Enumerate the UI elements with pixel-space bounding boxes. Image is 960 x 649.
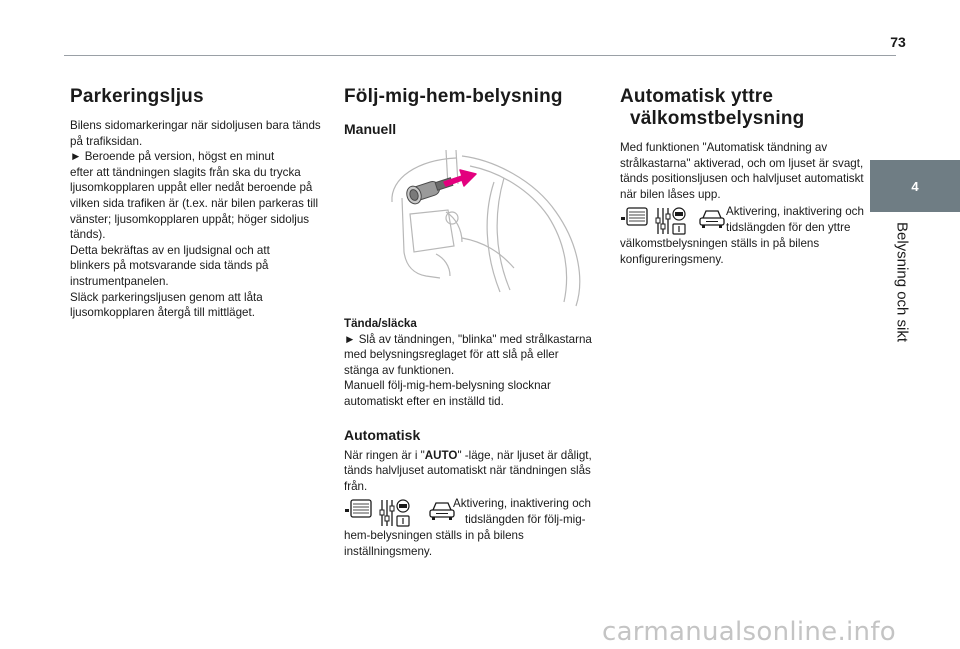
text-line: blinkers på motsvarande sida tänds på: [70, 259, 269, 273]
car-icon: [428, 500, 456, 522]
text-line: automatiskt efter en inställd tid.: [344, 394, 504, 408]
settings-sliders-icon: [378, 498, 412, 528]
steering-wheel-stalk-illustration: [344, 142, 608, 310]
car-icon: [698, 208, 726, 230]
chapter-title: Belysning och sikt: [893, 222, 911, 343]
text-line: strålkastarna" aktiverad, och om ljuset är svagt,: [620, 156, 864, 170]
text-fragment: När ringen är i ": [344, 448, 425, 462]
subheading-manual: Manuell: [344, 121, 397, 137]
text-line: Släck parkeringsljusen genom att låta: [70, 290, 263, 304]
column-parking-lights: [70, 86, 332, 321]
column-welcome-lighting: [620, 86, 870, 268]
text-line: från.: [344, 479, 368, 493]
text-line: [344, 448, 608, 464]
text-line: vänster; ljusomkopplaren uppåt; höger sidoljus: [70, 212, 310, 226]
watermark: carmanualsonline.info: [601, 617, 896, 647]
text-fragment: " -läge, när ljuset är dåligt,: [457, 448, 592, 462]
title-line: välkomstbelysning: [630, 108, 805, 129]
text-line: konfigureringsmeny.: [620, 252, 724, 266]
text-line: hem-belysningen ställs in på bilens: [344, 529, 524, 543]
subheading-automatic: Automatisk: [344, 426, 421, 443]
text-line: Detta bekräftas av en ljudsignal och att: [70, 243, 270, 257]
text-line: Bilens sidomarkeringar när sidoljusen bara tänds: [70, 119, 321, 132]
text-line: instrumentpanelen.: [70, 274, 169, 288]
text-line: Med funktionen "Automatisk tändning av: [620, 141, 828, 154]
text-line: välkomstbelysningen ställs in på bilens: [620, 237, 820, 251]
text-line: Manuell följ-mig-hem-belysning slocknar: [344, 379, 551, 393]
title-line: Automatisk yttre: [620, 86, 774, 107]
text-line: ljusomkopplaren uppåt eller nedåt beroende på: [70, 181, 313, 195]
text-line: tänds positionsljusen och halvljuset automatiskt: [620, 172, 864, 186]
text-line: vilken sida trafiken är (t.ex. när bilen parkeras till: [70, 196, 319, 210]
text-line: tänds halvljuset automatiskt när tändningen slås: [344, 464, 591, 478]
text-line: tänds).: [70, 228, 106, 242]
display-screen-icon: [344, 498, 374, 520]
section-title-follow-me-home: Följ-mig-hem-belysning: [344, 86, 563, 107]
section-title-parking-lights: Parkeringsljus: [70, 86, 204, 107]
text-line: Aktivering, inaktivering och: [453, 497, 591, 511]
settings-sliders-icon: [654, 206, 688, 236]
settings-icon-row: [344, 496, 608, 528]
top-rule: [64, 55, 896, 56]
chapter-tab: [870, 160, 960, 212]
parking-lights-text: [70, 118, 332, 321]
settings-icon-row: [620, 204, 870, 236]
text-line: ► Beroende på version, högst en minut: [70, 150, 275, 164]
column-follow-me-home: [344, 86, 608, 560]
text-line: Aktivering, inaktivering och: [726, 205, 864, 219]
text-line: med belysningsreglaget för att slå på eller: [344, 348, 559, 362]
page-number: 73: [890, 34, 906, 50]
section-title-welcome-lighting: [620, 86, 870, 130]
text-line: tidslängden för den yttre: [726, 220, 851, 234]
text-line: på trafiksidan.: [70, 134, 143, 148]
caption-heading: Tända/släcka: [344, 317, 417, 330]
text-line: inställningsmeny.: [344, 544, 433, 558]
chapter-number: 4: [911, 178, 919, 194]
icon-caption: [453, 496, 591, 527]
text-line: ljusomkopplaren återgå till mittläget.: [70, 306, 255, 320]
auto-keyword: AUTO: [424, 448, 458, 462]
text-line: tidslängden för följ-mig-: [465, 512, 586, 526]
text-line: efter att tändningen slagits från ska du trycka: [70, 165, 301, 179]
text-line: ► Slå av tändningen, "blinka" med strålkastarna: [344, 332, 592, 346]
text-line: stänga av funktionen.: [344, 363, 455, 377]
display-screen-icon: [620, 206, 650, 228]
text-line: när bilen låses upp.: [620, 187, 721, 201]
icon-caption: [726, 204, 864, 235]
